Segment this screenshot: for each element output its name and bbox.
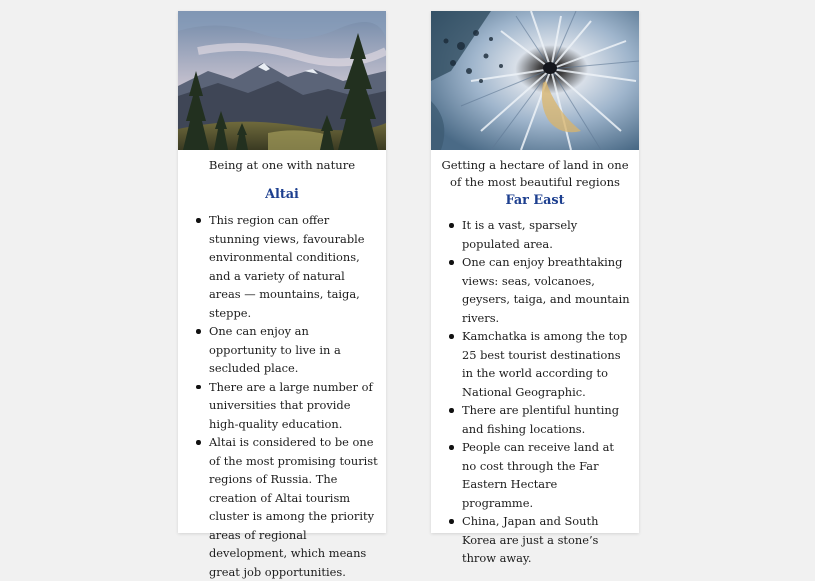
list-item: This region can offer stunning views, favourable environmental conditions, and a variety of natural areas — mountains, taiga, steppe. — [209, 211, 378, 322]
region-card-altai — [178, 11, 386, 579]
list-item: People can receive land at no cost through the Far Eastern Hectare programme. — [462, 438, 631, 512]
list-item: There are a large number of universities that provide high-quality education. — [209, 378, 378, 434]
list-item: One can enjoy breathtaking views: seas, volcanoes, geysers, taiga, and mountain rivers. — [462, 253, 631, 327]
facts-list — [431, 216, 639, 568]
facts-list — [178, 211, 386, 581]
mountain-landscape-icon — [178, 11, 386, 150]
volcano-satellite-icon — [431, 11, 639, 150]
region-title: Altai — [265, 187, 299, 202]
list-item: It is a vast, sparsely populated area. — [462, 216, 631, 253]
region-card-far-east — [431, 11, 639, 565]
far-east-volcano-photo — [431, 11, 639, 150]
region-title: Far East — [505, 193, 565, 208]
list-item: Altai is considered to be one of the most promising tourist regions of Russia. The creation of Altai tourism cluster is among the priority areas of regional development, which means great job opportunities. — [209, 433, 378, 581]
altai-mountain-photo — [178, 11, 386, 150]
list-item: There are plentiful hunting and fishing locations. — [462, 401, 631, 438]
list-item: China, Japan and South Korea are just a stone’s throw away. — [462, 512, 631, 568]
list-item: One can enjoy an opportunity to live in a secluded place. — [209, 322, 378, 378]
card-tagline: Getting a hectare of land in one of the most beautiful regions — [441, 158, 629, 189]
card-tagline: Being at one with nature — [208, 158, 356, 172]
list-item: Kamchatka is among the top 25 best tourist destinations in the world according to National Geographic. — [462, 327, 631, 401]
